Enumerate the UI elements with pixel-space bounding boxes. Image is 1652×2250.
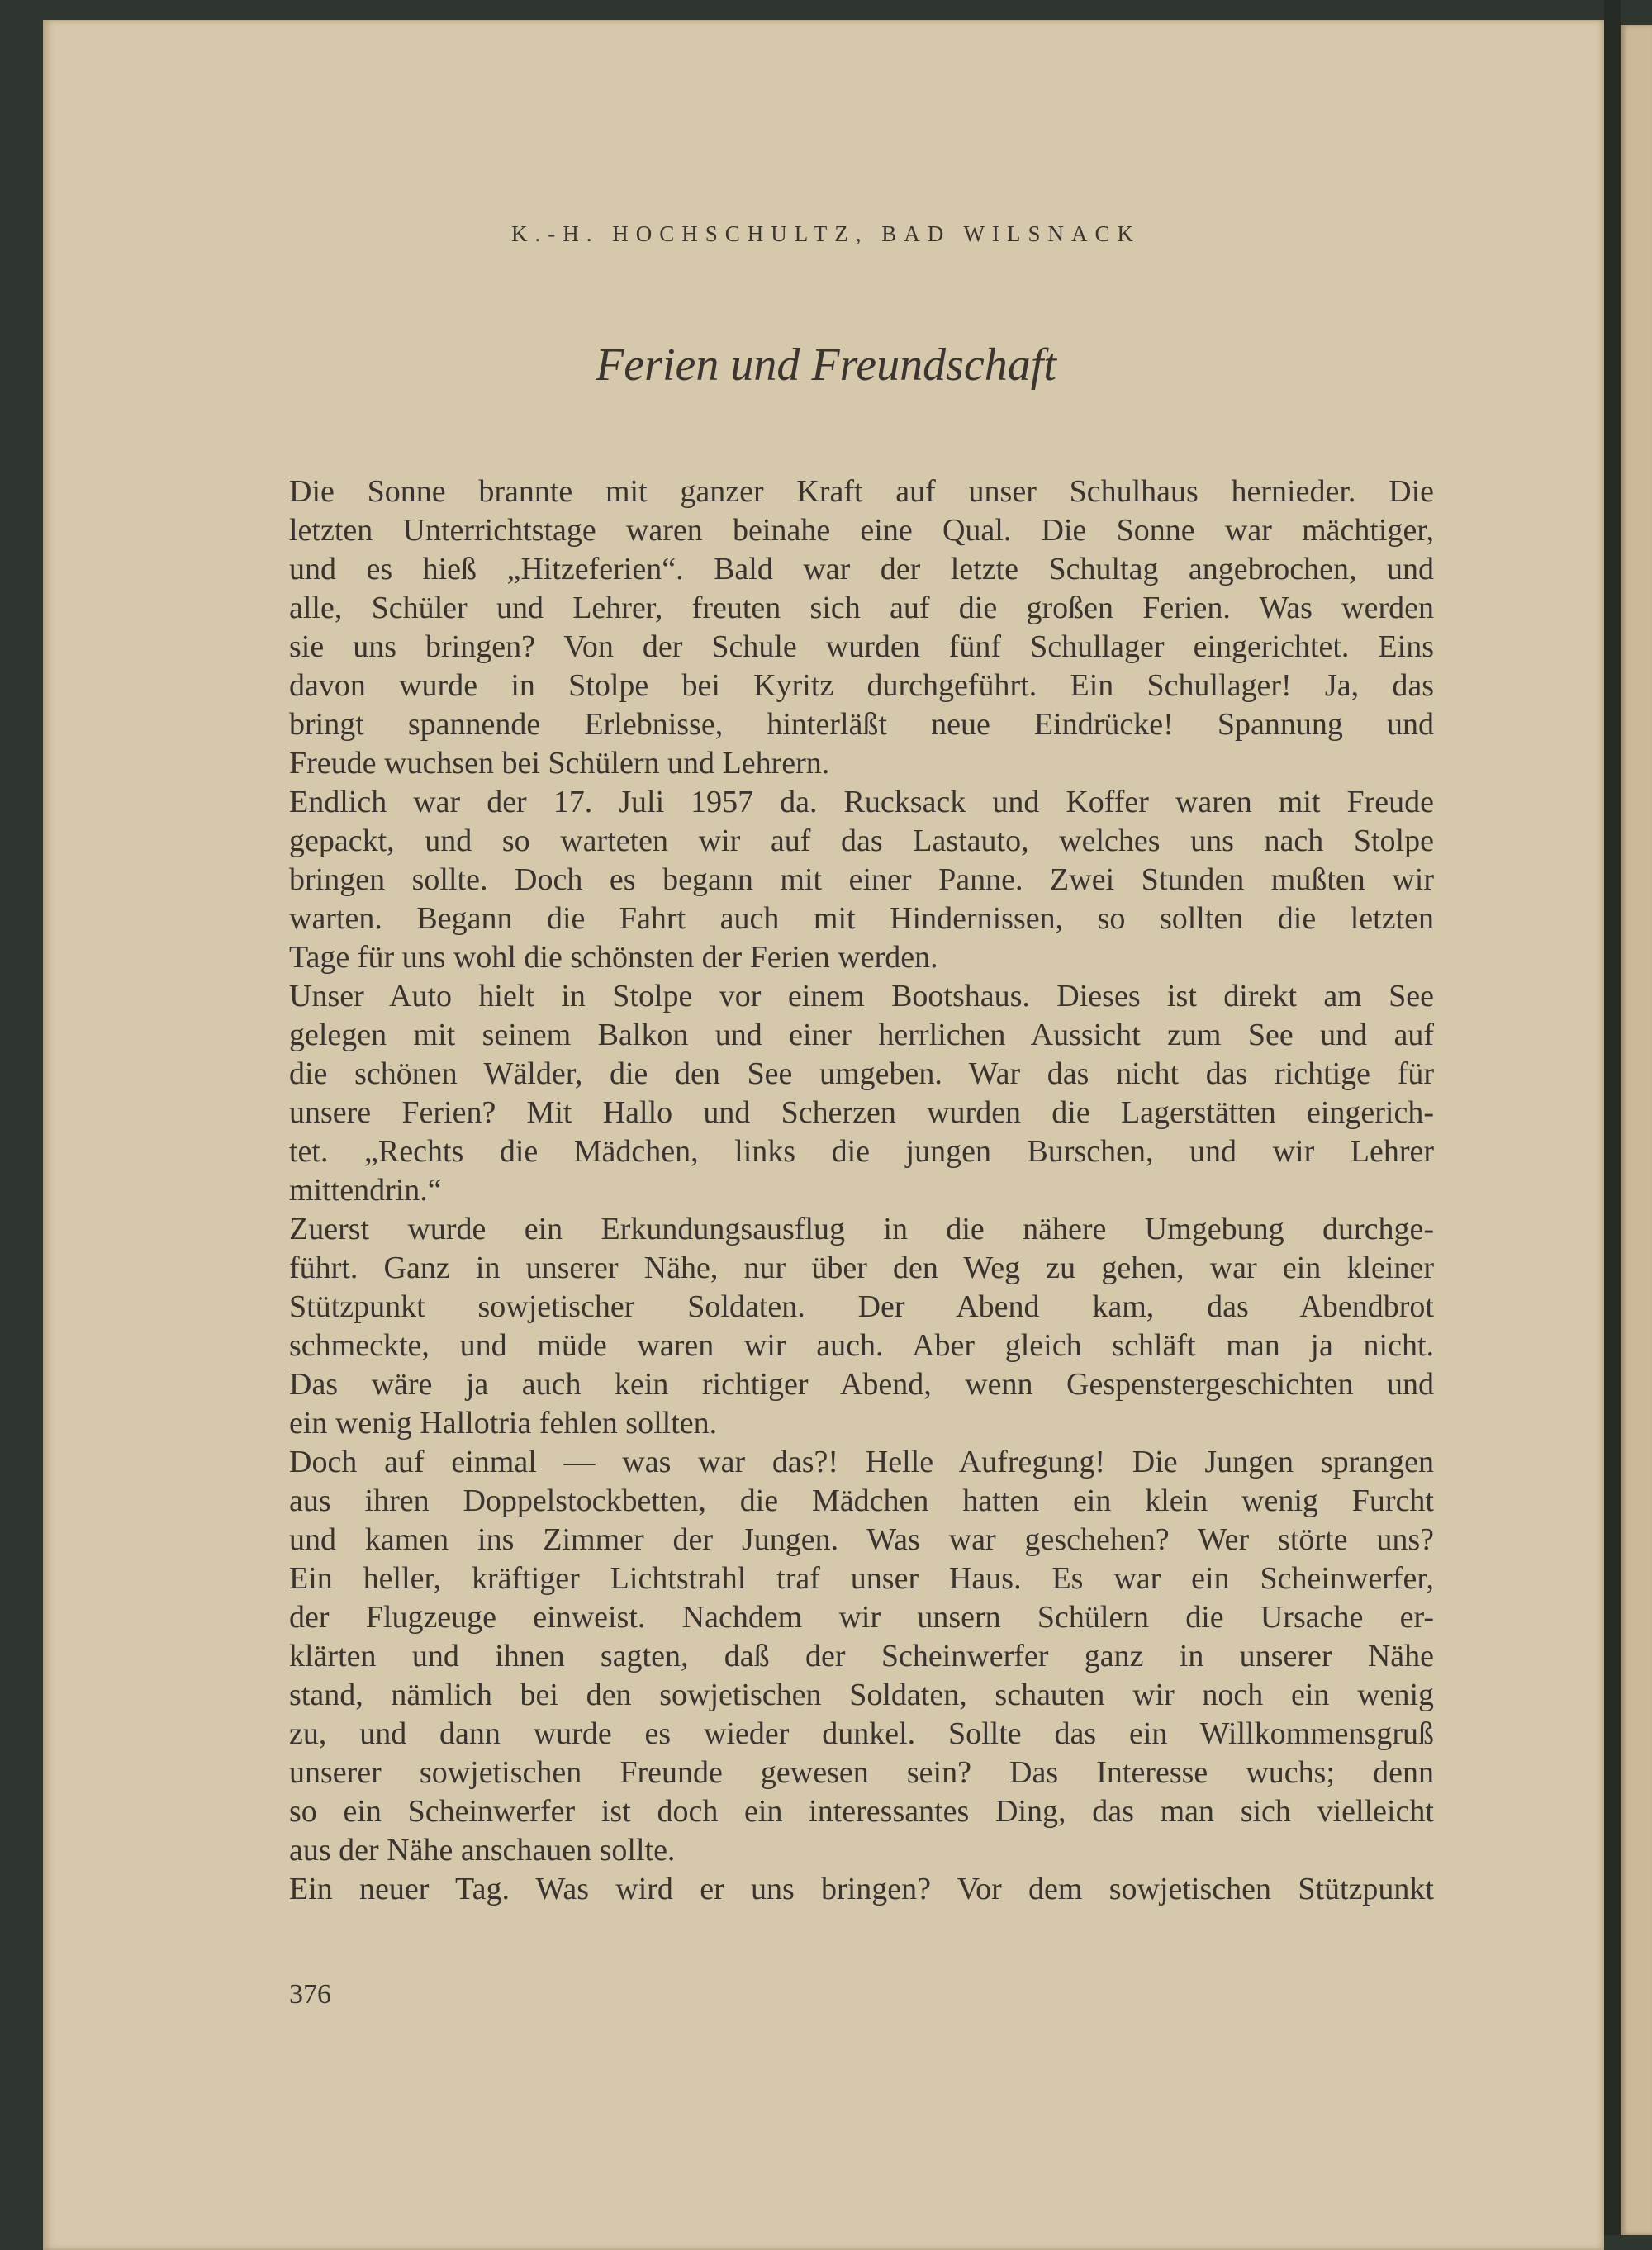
text-line: Endlich war der 17. Juli 1957 da. Rucksack und Koffer waren mit Freude: [289, 785, 1434, 819]
text-line: warten. Begann die Fahrt auch mit Hindernissen, so sollten die letzten: [289, 901, 1434, 936]
text-line: unserer sowjetischen Freunde gewesen sein? Das Interesse wuchs; denn: [289, 1755, 1434, 1790]
text-line: und kamen ins Zimmer der Jungen. Was war geschehen? Wer störte uns?: [289, 1522, 1434, 1557]
text-line: Freude wuchsen bei Schülern und Lehrern.: [289, 746, 830, 781]
text-line: Das wäre ja auch kein richtiger Abend, wenn Gespenstergeschichten und: [289, 1367, 1434, 1402]
article-body: [289, 472, 1434, 1909]
text-line: Ein neuer Tag. Was wird er uns bringen? Vor dem sowjetischen Stützpunkt: [289, 1872, 1434, 1906]
text-line: sie uns bringen? Von der Schule wurden fünf Schullager eingerichtet. Eins: [289, 629, 1434, 664]
text-line: Ein heller, kräftiger Lichtstrahl traf unser Haus. Es war ein Scheinwerfer,: [289, 1561, 1434, 1596]
text-line: Tage für uns wohl die schönsten der Ferien werden.: [289, 940, 938, 975]
text-line: bringen sollte. Doch es begann mit einer Panne. Zwei Stunden mußten wir: [289, 862, 1434, 897]
text-line: so ein Scheinwerfer ist doch ein interessantes Ding, das man sich vielleicht: [289, 1794, 1434, 1829]
text-line: stand, nämlich bei den sowjetischen Soldaten, schauten wir noch ein wenig: [289, 1678, 1434, 1712]
text-line: aus der Nähe anschauen sollte.: [289, 1833, 676, 1868]
text-line: führt. Ganz in unserer Nähe, nur über den Weg zu gehen, war ein kleiner: [289, 1251, 1434, 1285]
text-line: Die Sonne brannte mit ganzer Kraft auf unser Schulhaus hernieder. Die: [289, 474, 1434, 509]
text-line: gelegen mit seinem Balkon und einer herrlichen Aussicht zum See und auf: [289, 1018, 1434, 1052]
text-line: unsere Ferien? Mit Hallo und Scherzen wurden die Lagerstätten eingerich-: [289, 1095, 1434, 1130]
page-number: 376: [289, 1979, 331, 2010]
author-header: K.-H. HOCHSCHULTZ, BAD WILSNACK: [510, 221, 1142, 246]
text-line: Stützpunkt sowjetischer Soldaten. Der Abend kam, das Abendbrot: [289, 1289, 1434, 1324]
article-title: Ferien und Freundschaft: [596, 339, 1056, 391]
text-line: bringt spannende Erlebnisse, hinterläßt neue Eindrücke! Spannung und: [289, 707, 1434, 742]
text-line: die schönen Wälder, die den See umgeben. War das nicht das richtige für: [289, 1056, 1434, 1091]
text-line: Unser Auto hielt in Stolpe vor einem Bootshaus. Dieses ist direkt am See: [289, 979, 1434, 1013]
text-line: Doch auf einmal — was war das?! Helle Aufregung! Die Jungen sprangen: [289, 1445, 1434, 1479]
text-line: Zuerst wurde ein Erkundungsausflug in die nähere Umgebung durchge-: [289, 1212, 1434, 1246]
text-line: gepackt, und so warteten wir auf das Lastauto, welches uns nach Stolpe: [289, 824, 1434, 858]
text-line: ein wenig Hallotria fehlen sollten.: [289, 1406, 718, 1441]
text-line: mittendrin.“: [289, 1173, 442, 1208]
text-line: tet. „Rechts die Mädchen, links die jungen Burschen, und wir Lehrer: [289, 1134, 1434, 1169]
text-line: zu, und dann wurde es wieder dunkel. Sollte das ein Willkommensgruß: [289, 1716, 1434, 1751]
text-line: alle, Schüler und Lehrer, freuten sich auf die großen Ferien. Was werden: [289, 591, 1434, 625]
text-line: der Flugzeuge einweist. Nachdem wir unsern Schülern die Ursache er-: [289, 1600, 1434, 1635]
text-line: klärten und ihnen sagten, daß der Scheinwerfer ganz in unserer Nähe: [289, 1639, 1434, 1673]
book-gutter: [1604, 0, 1621, 2235]
text-line: letzten Unterrichtstage waren beinahe eine Qual. Die Sonne war mächtiger,: [289, 513, 1434, 548]
text-line: davon wurde in Stolpe bei Kyritz durchgeführt. Ein Schullager! Ja, das: [289, 668, 1434, 703]
text-line: aus ihren Doppelstockbetten, die Mädchen hatten ein klein wenig Furcht: [289, 1483, 1434, 1518]
text-line: und es hieß „Hitzeferien“. Bald war der letzte Schultag angebrochen, und: [289, 552, 1434, 586]
text-line: schmeckte, und müde waren wir auch. Aber gleich schläft man ja nicht.: [289, 1328, 1434, 1363]
